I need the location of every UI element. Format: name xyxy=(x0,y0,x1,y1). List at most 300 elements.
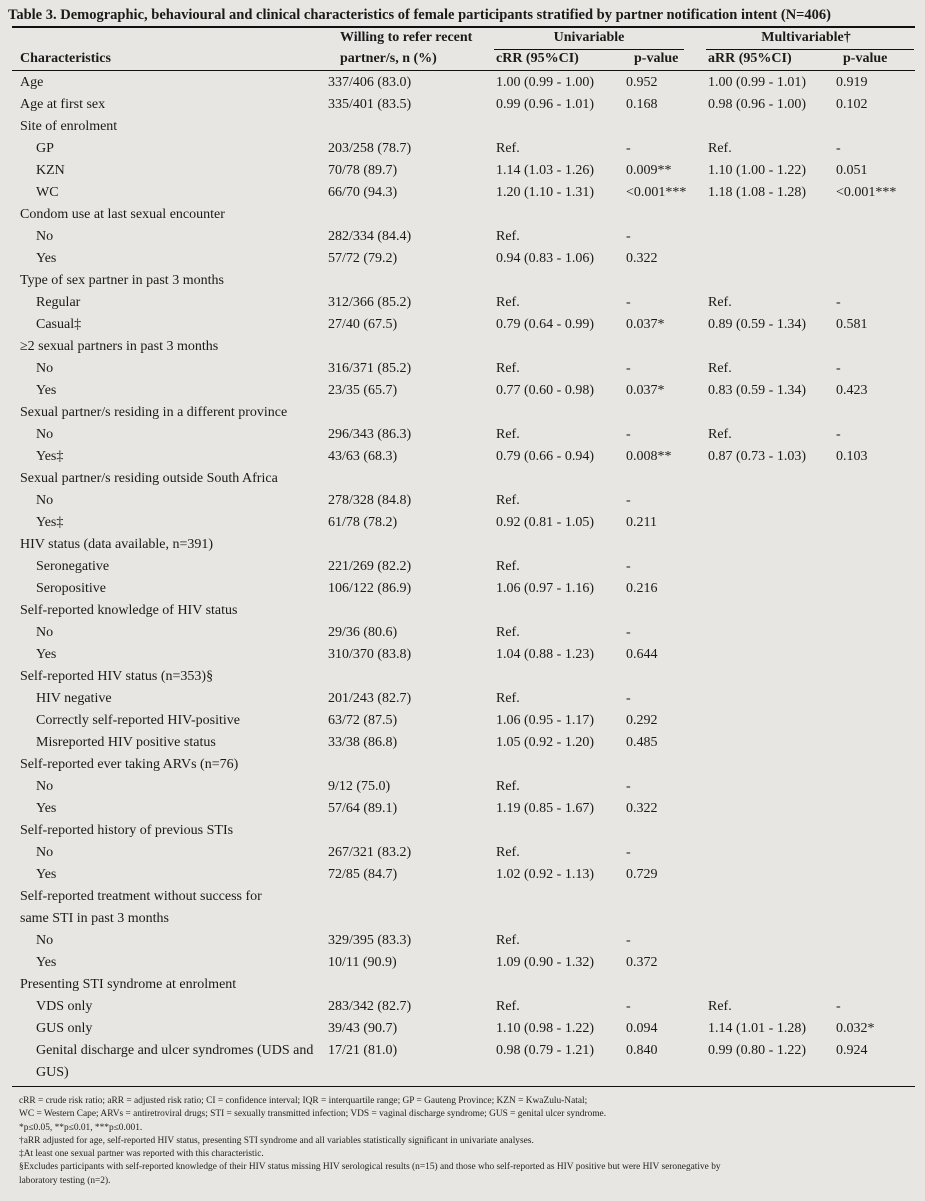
arr-value xyxy=(708,226,836,248)
table-row xyxy=(12,248,915,270)
section-header-row xyxy=(12,754,915,776)
arr-value: 0.87 (0.73 - 1.03) xyxy=(708,449,806,464)
header-crr: cRR (95%CI) xyxy=(496,51,579,66)
footnote-line: laboratory testing (n=2). xyxy=(19,1175,111,1186)
willing-count: 278/328 (84.8) xyxy=(328,493,412,508)
p-value-multivariable xyxy=(836,622,915,644)
p-value-univariable: - xyxy=(626,779,631,794)
row-label: Casual‡ xyxy=(36,317,82,332)
willing-count: 283/342 (82.7) xyxy=(328,999,412,1014)
table-row xyxy=(12,930,915,952)
p-value-multivariable xyxy=(836,864,915,886)
p-value-multivariable: 0.581 xyxy=(836,317,868,332)
row-label: No xyxy=(36,933,54,948)
p-value-univariable: 0.952 xyxy=(626,75,658,90)
arr-value: Ref. xyxy=(708,141,732,156)
table-row xyxy=(12,292,915,314)
willing-count xyxy=(328,974,496,996)
header-characteristics: Characteristics xyxy=(20,51,111,66)
footnote-line: WC = Western Cape; ARVs = antiretroviral drugs; STI = sexually transmitted infection; VDS = vaginal discharge syndrome; GUS = genital ulcer syndrome. xyxy=(19,1109,607,1120)
p-value-univariable: 0.094 xyxy=(626,1021,658,1036)
crr-value: Ref. xyxy=(496,999,520,1014)
p-value-multivariable: 0.032* xyxy=(836,1021,875,1036)
arr-value xyxy=(708,512,836,534)
table-row xyxy=(12,842,915,864)
row-label: Sexual partner/s residing in a different province xyxy=(20,405,288,420)
section-header-row xyxy=(12,116,915,138)
arr-value: 1.00 (0.99 - 1.01) xyxy=(708,75,806,90)
arr-value xyxy=(708,402,836,424)
willing-count: 337/406 (83.0) xyxy=(328,75,412,90)
p-value-univariable: 0.037* xyxy=(626,383,665,398)
table-row xyxy=(12,644,915,666)
p-value-univariable: - xyxy=(626,295,631,310)
crr-value: 1.09 (0.90 - 1.32) xyxy=(496,955,594,970)
p-value-multivariable xyxy=(836,908,915,930)
willing-count: 316/371 (85.2) xyxy=(328,361,412,376)
header-pvalue-univariable: p-value xyxy=(634,51,679,66)
p-value-multivariable xyxy=(836,490,915,512)
header-multivariable: Multivariable† xyxy=(761,30,851,45)
crr-value: Ref. xyxy=(496,625,520,640)
row-label: Seronegative xyxy=(36,559,110,574)
willing-count: 39/43 (90.7) xyxy=(328,1021,398,1036)
p-value-multivariable xyxy=(836,556,915,578)
row-label: Site of enrolment xyxy=(20,119,118,134)
table-row xyxy=(12,952,915,974)
p-value-multivariable: 0.924 xyxy=(836,1043,868,1058)
willing-count: 312/366 (85.2) xyxy=(328,295,412,310)
data-table xyxy=(12,72,915,1084)
row-label: Self-reported history of previous STIs xyxy=(20,823,234,838)
arr-value: Ref. xyxy=(708,999,732,1014)
table-row xyxy=(12,490,915,512)
bottom-rule xyxy=(12,1086,915,1087)
univariable-rule xyxy=(494,49,684,50)
willing-count: 27/40 (67.5) xyxy=(328,317,398,332)
p-value-univariable: 0.037* xyxy=(626,317,665,332)
table-row xyxy=(12,776,915,798)
p-value-univariable xyxy=(626,116,708,138)
row-label: VDS only xyxy=(36,999,93,1014)
crr-value: Ref. xyxy=(496,141,520,156)
p-value-univariable: - xyxy=(626,691,631,706)
p-value-univariable: 0.211 xyxy=(626,515,657,530)
arr-value xyxy=(708,974,836,996)
p-value-univariable: - xyxy=(626,229,631,244)
row-label: ≥2 sexual partners in past 3 months xyxy=(20,339,219,354)
willing-count: 310/370 (83.8) xyxy=(328,647,412,662)
section-header-row xyxy=(12,886,915,908)
willing-count: 61/78 (78.2) xyxy=(328,515,398,530)
p-value-univariable: - xyxy=(626,361,631,376)
willing-count: 17/21 (81.0) xyxy=(328,1043,398,1058)
willing-count xyxy=(328,666,496,688)
crr-value: 1.06 (0.97 - 1.16) xyxy=(496,581,594,596)
table-row xyxy=(12,160,915,182)
crr-value xyxy=(496,886,626,908)
table-row xyxy=(12,380,915,402)
willing-count: 66/70 (94.3) xyxy=(328,185,398,200)
table-row xyxy=(12,732,915,754)
arr-value: 0.99 (0.80 - 1.22) xyxy=(708,1043,806,1058)
crr-value xyxy=(496,270,626,292)
willing-count xyxy=(328,908,496,930)
section-header-row xyxy=(12,204,915,226)
table-row xyxy=(12,138,915,160)
crr-value: Ref. xyxy=(496,229,520,244)
crr-value: Ref. xyxy=(496,427,520,442)
row-label: Type of sex partner in past 3 months xyxy=(20,273,224,288)
p-value-univariable: - xyxy=(626,933,631,948)
arr-value xyxy=(708,710,836,732)
row-label: Sexual partner/s residing outside South Africa xyxy=(20,471,278,486)
p-value-multivariable: - xyxy=(836,427,841,442)
p-value-multivariable xyxy=(836,578,915,600)
p-value-multivariable xyxy=(836,644,915,666)
footnote-line: †aRR adjusted for age, self-reported HIV status, presenting STI syndrome and all variables statistically significant in univariate analyses. xyxy=(19,1135,534,1146)
crr-value: 1.19 (0.85 - 1.67) xyxy=(496,801,594,816)
p-value-univariable: - xyxy=(626,559,631,574)
table-row xyxy=(12,1040,915,1084)
table-row xyxy=(12,446,915,468)
willing-count: 23/35 (65.7) xyxy=(328,383,398,398)
header-rule xyxy=(12,70,915,71)
willing-count: 57/72 (79.2) xyxy=(328,251,398,266)
crr-value: 0.94 (0.83 - 1.06) xyxy=(496,251,594,266)
row-label: Age at first sex xyxy=(20,97,106,112)
table-row xyxy=(12,996,915,1018)
crr-value xyxy=(496,754,626,776)
table-row xyxy=(12,424,915,446)
p-value-univariable xyxy=(626,402,708,424)
row-label: Yes‡ xyxy=(36,449,64,464)
willing-count xyxy=(328,754,496,776)
crr-value: 1.14 (1.03 - 1.26) xyxy=(496,163,594,178)
arr-value xyxy=(708,952,836,974)
crr-value: 1.05 (0.92 - 1.20) xyxy=(496,735,594,750)
crr-value: 1.04 (0.88 - 1.23) xyxy=(496,647,594,662)
crr-value: 0.79 (0.66 - 0.94) xyxy=(496,449,594,464)
row-label: Yes xyxy=(36,647,57,662)
footnote-line: cRR = crude risk ratio; aRR = adjusted risk ratio; CI = confidence interval; IQR = interquartile range; GP = Gauteng Province; KZN = KwaZulu-Natal; xyxy=(19,1096,588,1106)
crr-value xyxy=(496,402,626,424)
section-header-row xyxy=(12,402,915,424)
willing-count: 335/401 (83.5) xyxy=(328,97,412,112)
arr-value xyxy=(708,842,836,864)
p-value-multivariable xyxy=(836,534,915,556)
p-value-univariable xyxy=(626,270,708,292)
p-value-univariable: 0.322 xyxy=(626,251,658,266)
willing-count: 267/321 (83.2) xyxy=(328,845,412,860)
arr-value xyxy=(708,688,836,710)
row-label: GP xyxy=(36,141,54,156)
p-value-multivariable: 0.103 xyxy=(836,449,868,464)
crr-value: 1.00 (0.99 - 1.00) xyxy=(496,75,594,90)
p-value-multivariable xyxy=(836,336,915,358)
willing-count xyxy=(328,886,496,908)
table-row xyxy=(12,710,915,732)
crr-value: 1.10 (0.98 - 1.22) xyxy=(496,1021,594,1036)
p-value-univariable: 0.216 xyxy=(626,581,658,596)
p-value-univariable: 0.009** xyxy=(626,163,672,178)
header-willing-line1: Willing to refer recent xyxy=(340,30,473,45)
arr-value xyxy=(708,490,836,512)
willing-count xyxy=(328,336,496,358)
arr-value xyxy=(708,336,836,358)
footnote-line: ‡At least one sexual partner was reported with this characteristic. xyxy=(19,1149,264,1160)
crr-value xyxy=(496,666,626,688)
willing-count: 10/11 (90.9) xyxy=(328,955,397,970)
p-value-multivariable: 0.919 xyxy=(836,75,868,90)
arr-value: 0.98 (0.96 - 1.00) xyxy=(708,97,806,112)
p-value-multivariable xyxy=(836,820,915,842)
table-title: Table 3. Demographic, behavioural and clinical characteristics of female participants stratified by partner notification intent (N=406) xyxy=(8,7,832,23)
p-value-univariable xyxy=(626,886,708,908)
crr-value xyxy=(496,908,626,930)
row-label: Yes xyxy=(36,383,57,398)
p-value-multivariable xyxy=(836,204,915,226)
willing-count: 203/258 (78.7) xyxy=(328,141,412,156)
crr-value xyxy=(496,204,626,226)
header-univariable: Univariable xyxy=(553,30,625,45)
arr-value xyxy=(708,930,836,952)
row-label: Yes xyxy=(36,867,57,882)
willing-count: 72/85 (84.7) xyxy=(328,867,398,882)
p-value-univariable xyxy=(626,754,708,776)
p-value-univariable xyxy=(626,204,708,226)
row-label: Age xyxy=(20,75,44,90)
willing-count: 282/334 (84.4) xyxy=(328,229,412,244)
willing-count: 106/122 (86.9) xyxy=(328,581,412,596)
row-label: Yes‡ xyxy=(36,515,64,530)
arr-value xyxy=(708,468,836,490)
table-row xyxy=(12,512,915,534)
willing-count: 296/343 (86.3) xyxy=(328,427,412,442)
row-label: Yes xyxy=(36,251,57,266)
table-row xyxy=(12,226,915,248)
p-value-multivariable: 0.051 xyxy=(836,163,868,178)
arr-value xyxy=(708,534,836,556)
table-row xyxy=(12,314,915,336)
p-value-univariable: 0.840 xyxy=(626,1043,658,1058)
crr-value xyxy=(496,534,626,556)
p-value-univariable xyxy=(626,974,708,996)
arr-value xyxy=(708,864,836,886)
arr-value xyxy=(708,666,836,688)
p-value-univariable xyxy=(626,820,708,842)
arr-value xyxy=(708,556,836,578)
p-value-univariable xyxy=(626,908,708,930)
p-value-multivariable: - xyxy=(836,141,841,156)
crr-value: 0.92 (0.81 - 1.05) xyxy=(496,515,594,530)
arr-value xyxy=(708,798,836,820)
crr-value xyxy=(496,468,626,490)
row-label: No xyxy=(36,427,54,442)
p-value-univariable: - xyxy=(626,999,631,1014)
row-label: WC xyxy=(36,185,59,200)
p-value-multivariable xyxy=(836,798,915,820)
arr-value: Ref. xyxy=(708,427,732,442)
p-value-univariable: 0.485 xyxy=(626,735,658,750)
p-value-multivariable: - xyxy=(836,295,841,310)
p-value-multivariable xyxy=(836,468,915,490)
crr-value: Ref. xyxy=(496,845,520,860)
p-value-multivariable: - xyxy=(836,999,841,1014)
header-willing-line2: partner/s, n (%) xyxy=(340,51,437,66)
p-value-multivariable: <0.001*** xyxy=(836,185,897,200)
crr-value: Ref. xyxy=(496,559,520,574)
row-label: No xyxy=(36,229,54,244)
arr-value xyxy=(708,886,836,908)
willing-count: 70/78 (89.7) xyxy=(328,163,398,178)
willing-count: 329/395 (83.3) xyxy=(328,933,412,948)
row-label: Correctly self-reported HIV-positive xyxy=(36,713,240,728)
p-value-univariable: <0.001*** xyxy=(626,185,687,200)
willing-count xyxy=(328,600,496,622)
crr-value: 1.06 (0.95 - 1.17) xyxy=(496,713,594,728)
arr-value xyxy=(708,204,836,226)
crr-value: 0.77 (0.60 - 0.98) xyxy=(496,383,594,398)
p-value-multivariable xyxy=(836,512,915,534)
row-label: Self-reported treatment without success for xyxy=(20,889,262,904)
row-label: Presenting STI syndrome at enrolment xyxy=(20,977,237,992)
crr-value: 0.98 (0.79 - 1.21) xyxy=(496,1043,594,1058)
p-value-univariable: 0.729 xyxy=(626,867,658,882)
row-label: Yes xyxy=(36,801,57,816)
row-label: Condom use at last sexual encounter xyxy=(20,207,225,222)
p-value-univariable: - xyxy=(626,845,631,860)
multivariable-rule xyxy=(706,49,914,50)
p-value-multivariable xyxy=(836,666,915,688)
row-label: Seropositive xyxy=(36,581,106,596)
section-header-row xyxy=(12,820,915,842)
arr-value xyxy=(708,578,836,600)
p-value-multivariable: - xyxy=(836,361,841,376)
footnote-line: §Excludes participants with self-reported knowledge of their HIV status missing HIV serological results (n=15) and those who self-reported as HIV positive but were HIV seronegative by xyxy=(19,1162,721,1173)
p-value-multivariable xyxy=(836,776,915,798)
row-label: No xyxy=(36,361,54,376)
table-row xyxy=(12,182,915,204)
crr-value: Ref. xyxy=(496,933,520,948)
p-value-multivariable: 0.423 xyxy=(836,383,868,398)
crr-value xyxy=(496,116,626,138)
arr-value xyxy=(708,600,836,622)
crr-value: Ref. xyxy=(496,779,520,794)
p-value-univariable: - xyxy=(626,493,631,508)
p-value-multivariable: 0.102 xyxy=(836,97,868,112)
row-label: No xyxy=(36,625,54,640)
willing-count xyxy=(328,116,496,138)
willing-count xyxy=(328,270,496,292)
row-label: No xyxy=(36,779,54,794)
willing-count xyxy=(328,402,496,424)
row-label: Regular xyxy=(36,295,81,310)
p-value-multivariable xyxy=(836,600,915,622)
p-value-univariable: 0.168 xyxy=(626,97,658,112)
section-header-row xyxy=(12,974,915,996)
willing-count: 221/269 (82.2) xyxy=(328,559,412,574)
arr-value xyxy=(708,908,836,930)
willing-count xyxy=(328,204,496,226)
arr-value xyxy=(708,116,836,138)
row-label: HIV status (data available, n=391) xyxy=(20,537,214,552)
p-value-univariable xyxy=(626,534,708,556)
arr-value xyxy=(708,776,836,798)
p-value-univariable: 0.644 xyxy=(626,647,658,662)
crr-value: Ref. xyxy=(496,493,520,508)
arr-value xyxy=(708,754,836,776)
row-label: HIV negative xyxy=(36,691,112,706)
table-row xyxy=(12,556,915,578)
arr-value: 0.89 (0.59 - 1.34) xyxy=(708,317,806,332)
table-row xyxy=(12,798,915,820)
table-row xyxy=(12,864,915,886)
section-header-row xyxy=(12,600,915,622)
p-value-multivariable xyxy=(836,688,915,710)
p-value-multivariable xyxy=(836,974,915,996)
p-value-multivariable xyxy=(836,930,915,952)
p-value-multivariable xyxy=(836,754,915,776)
p-value-multivariable xyxy=(836,402,915,424)
row-label: No xyxy=(36,493,54,508)
p-value-univariable: 0.008** xyxy=(626,449,672,464)
p-value-univariable: - xyxy=(626,427,631,442)
arr-value xyxy=(708,820,836,842)
section-header-row xyxy=(12,468,915,490)
p-value-multivariable xyxy=(836,248,915,270)
table-row xyxy=(12,358,915,380)
p-value-univariable: 0.372 xyxy=(626,955,658,970)
p-value-multivariable xyxy=(836,952,915,974)
row-label: GUS only xyxy=(36,1021,93,1036)
footnote-line: *p≤0.05, **p≤0.01, ***p≤0.001. xyxy=(19,1122,143,1133)
p-value-univariable xyxy=(626,468,708,490)
table-row xyxy=(12,1018,915,1040)
arr-value: 1.14 (1.01 - 1.28) xyxy=(708,1021,806,1036)
arr-value: 0.83 (0.59 - 1.34) xyxy=(708,383,806,398)
willing-count: 201/243 (82.7) xyxy=(328,691,412,706)
footnotes xyxy=(19,1095,909,1188)
p-value-multivariable xyxy=(836,842,915,864)
p-value-multivariable xyxy=(836,116,915,138)
willing-count: 33/38 (86.8) xyxy=(328,735,398,750)
header-pvalue-multivariable: p-value xyxy=(843,51,888,66)
row-label: Self-reported knowledge of HIV status xyxy=(20,603,238,618)
arr-value xyxy=(708,270,836,292)
arr-value xyxy=(708,644,836,666)
willing-count: 63/72 (87.5) xyxy=(328,713,398,728)
crr-value xyxy=(496,974,626,996)
arr-value: 1.10 (1.00 - 1.22) xyxy=(708,163,806,178)
crr-value: 0.79 (0.64 - 0.99) xyxy=(496,317,594,332)
arr-value xyxy=(708,248,836,270)
willing-count: 57/64 (89.1) xyxy=(328,801,398,816)
crr-value: Ref. xyxy=(496,361,520,376)
row-label: No xyxy=(36,845,54,860)
row-label: Self-reported ever taking ARVs (n=76) xyxy=(20,757,239,772)
willing-count: 43/63 (68.3) xyxy=(328,449,398,464)
table-row xyxy=(12,94,915,116)
section-header-row xyxy=(12,908,915,930)
p-value-multivariable xyxy=(836,886,915,908)
p-value-univariable xyxy=(626,336,708,358)
header-arr: aRR (95%CI) xyxy=(708,51,792,66)
crr-value: 1.02 (0.92 - 1.13) xyxy=(496,867,594,882)
p-value-univariable xyxy=(626,666,708,688)
p-value-multivariable xyxy=(836,270,915,292)
p-value-univariable: 0.292 xyxy=(626,713,658,728)
